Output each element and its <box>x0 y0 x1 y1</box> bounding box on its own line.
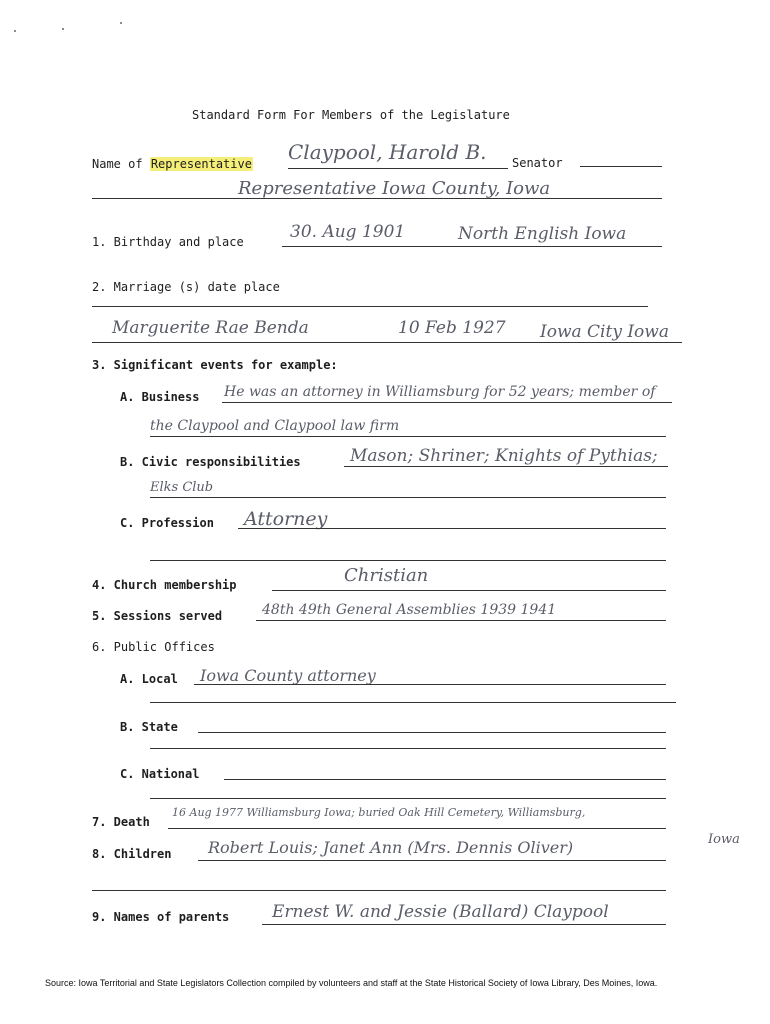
sessions-label: 5. Sessions served <box>92 609 223 623</box>
representative-county-value: Representative Iowa County, Iowa <box>238 178 551 199</box>
profession-label: C. Profession <box>120 516 214 530</box>
business-line-2 <box>150 436 666 437</box>
children-value: Robert Louis; Janet Ann (Mrs. Dennis Oliver) <box>208 838 574 857</box>
birthday-line <box>282 246 662 247</box>
marriage-line-2 <box>92 342 682 343</box>
marriage-label: 2. Marriage (s) date place <box>92 280 280 294</box>
marriage-date: 10 Feb 1927 <box>398 318 506 338</box>
parents-label: 9. Names of parents <box>92 910 230 924</box>
birthday-label: 1. Birthday and place <box>92 235 244 249</box>
birthday-date: 30. Aug 1901 <box>290 222 406 242</box>
civic-label: B. Civic responsibilities <box>120 455 301 469</box>
profession-value: Attorney <box>244 508 328 530</box>
profession-line-2 <box>150 560 666 561</box>
civic-value-1: Mason; Shriner; Knights of Pythias; <box>350 446 658 466</box>
name-value: Claypool, Harold B. <box>288 140 487 164</box>
name-line <box>288 168 508 169</box>
children-label: 8. Children <box>92 847 172 861</box>
offices-label: 6. Public Offices <box>92 640 215 654</box>
national-line-2 <box>150 798 666 799</box>
scan-speck <box>62 28 64 30</box>
local-line <box>194 684 666 685</box>
church-label: 4. Church membership <box>92 578 237 592</box>
marriage-spouse: Marguerite Rae Benda <box>112 318 309 338</box>
local-line-2 <box>150 702 676 703</box>
death-value-2: Iowa <box>708 832 740 847</box>
name-label-prefix: Name of <box>92 157 143 171</box>
scan-speck <box>14 30 16 32</box>
sessions-line <box>256 620 666 621</box>
parents-line <box>262 924 666 925</box>
parents-value: Ernest W. and Jessie (Ballard) Claypool <box>272 902 609 922</box>
business-line <box>222 402 672 403</box>
birthday-place: North English Iowa <box>458 224 627 244</box>
church-value: Christian <box>344 565 429 586</box>
senator-label: Senator <box>512 156 563 170</box>
state-label: B. State <box>120 720 178 734</box>
civic-line-2 <box>150 497 666 498</box>
civic-value-2: Elks Club <box>150 480 214 495</box>
children-line-2 <box>92 890 666 891</box>
national-label: C. National <box>120 767 200 781</box>
death-label: 7. Death <box>92 815 150 829</box>
state-line <box>198 732 666 733</box>
name-label <box>92 157 253 171</box>
scan-speck <box>120 22 122 24</box>
local-value: Iowa County attorney <box>200 666 376 685</box>
source-note: Source: Iowa Territorial and State Legislators Collection compiled by volunteers and staff at the State Historical Society of Iowa Library, Des Moines, Iowa. <box>45 978 658 988</box>
children-line <box>198 860 666 861</box>
sessions-value: 48th 49th General Assemblies 1939 1941 <box>262 602 557 618</box>
national-line <box>224 779 666 780</box>
church-line <box>272 590 666 591</box>
business-value-2: the Claypool and Claypool law firm <box>150 418 400 434</box>
form-title: Standard Form For Members of the Legislature <box>192 108 510 122</box>
death-value: 16 Aug 1977 Williamsburg Iowa; buried Oak Hill Cemetery, Williamsburg, <box>172 806 586 819</box>
business-value-1: He was an attorney in Williamsburg for 52 years; member of <box>224 384 656 400</box>
marriage-line <box>92 306 648 307</box>
senator-line <box>580 166 662 167</box>
profession-line <box>238 528 666 529</box>
civic-line <box>344 466 668 467</box>
local-label: A. Local <box>120 672 178 686</box>
events-label: 3. Significant events for example: <box>92 358 338 372</box>
representative-highlight: Representative <box>150 157 252 171</box>
death-line <box>168 828 666 829</box>
business-label: A. Business <box>120 390 200 404</box>
name-line-2 <box>92 198 662 199</box>
marriage-place: Iowa City Iowa <box>540 322 669 342</box>
state-line-2 <box>150 748 666 749</box>
